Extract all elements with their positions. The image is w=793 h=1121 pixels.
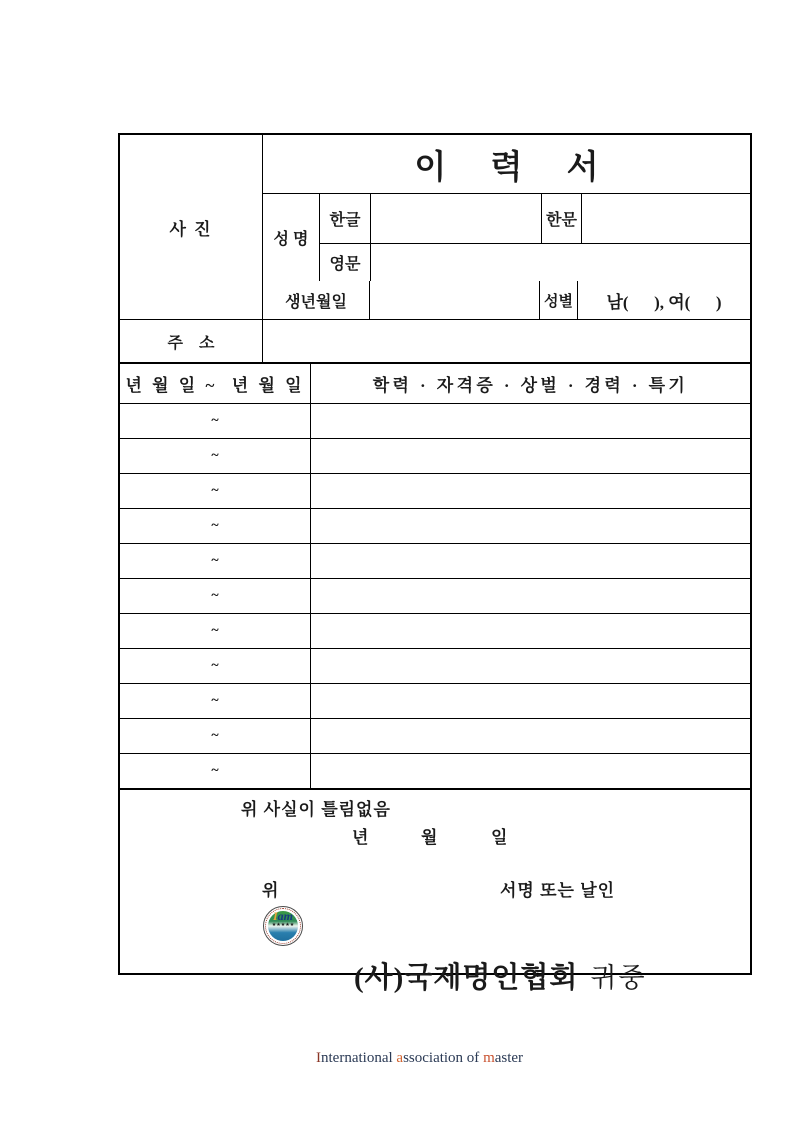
period-cell: ~: [120, 474, 311, 508]
content-cell: [311, 474, 750, 508]
period-cell: ~: [120, 509, 311, 543]
content-cell: [311, 579, 750, 613]
name-hangul-row: [320, 194, 750, 243]
content-cell: [311, 754, 750, 788]
org-block: [263, 902, 647, 1103]
content-cell: [311, 649, 750, 683]
declaration-statement: 위 사실이 틀림없음: [241, 800, 391, 819]
hangul-label: 한글: [320, 194, 371, 242]
period-cell: ~: [120, 614, 311, 648]
birth-row: [263, 281, 750, 319]
content-cell: [311, 719, 750, 753]
declarant-label: 위: [262, 881, 279, 900]
period-cell: ~: [120, 404, 311, 438]
table-row: [120, 719, 750, 754]
period-cell: ~: [120, 754, 311, 788]
resume-form: [118, 133, 752, 1066]
name-subgrid: [320, 194, 750, 281]
top-block: [120, 135, 750, 320]
page-title: 이 력 서: [263, 135, 750, 194]
table-row: [120, 649, 750, 684]
gender-options: 남( ), 여( ): [606, 292, 722, 312]
table-row: [120, 579, 750, 614]
history-rows: [120, 404, 750, 788]
photo-box: [120, 135, 263, 319]
content-cell: [311, 439, 750, 473]
org-name: (사)국제명인협회: [354, 962, 579, 994]
table-row: [120, 509, 750, 544]
address-label: 주 소: [120, 320, 263, 362]
content-cell: [311, 544, 750, 578]
photo-label: 사 진: [169, 219, 213, 239]
birthdate-label: 생년월일: [263, 281, 370, 319]
signature-label: 서명 또는 날인: [500, 881, 616, 900]
date-year-label: 년: [352, 828, 369, 847]
content-cell: [311, 404, 750, 438]
org-text-block: [314, 902, 647, 1103]
address-field: [263, 320, 750, 362]
english-label: 영문: [320, 244, 371, 282]
org-suffix: 귀중: [590, 963, 647, 993]
declaration-section: [120, 788, 750, 1066]
logo-monogram: Iam: [272, 909, 293, 923]
english-name-field: [371, 244, 750, 282]
hangul-name-field: [371, 194, 542, 242]
birthdate-field: [370, 281, 540, 319]
org-subtitle: International association of master: [316, 1050, 524, 1066]
gender-label: 성별: [540, 281, 578, 319]
association-logo-icon: [263, 906, 303, 946]
name-section: [263, 194, 750, 281]
date-month-label: 월: [421, 828, 438, 847]
period-cell: ~: [120, 579, 311, 613]
name-label: 성 명: [263, 194, 320, 281]
table-row: [120, 614, 750, 649]
table-row: [120, 684, 750, 719]
date-day-label: 일: [491, 828, 508, 847]
history-content-header: 학력 · 자격증 · 상벌 · 경력 · 특기: [372, 376, 689, 395]
table-row: [120, 404, 750, 439]
content-cell: [311, 614, 750, 648]
name-english-row: [320, 244, 750, 282]
org-name-line: [314, 938, 647, 1013]
address-row: [120, 320, 750, 364]
table-row: [120, 439, 750, 474]
logo-globe: [268, 911, 298, 941]
history-period-header: 년 월 일 ~ 년 월 일: [120, 364, 311, 403]
period-cell: ~: [120, 544, 311, 578]
content-cell: [311, 684, 750, 718]
period-cell: ~: [120, 719, 311, 753]
history-header-row: [120, 364, 750, 404]
period-cell: ~: [120, 439, 311, 473]
table-row: [120, 754, 750, 788]
logo-stars: ★★★★★: [271, 923, 295, 928]
top-right-block: [263, 135, 750, 319]
period-cell: ~: [120, 649, 311, 683]
table-row: [120, 544, 750, 579]
content-cell: [311, 509, 750, 543]
period-cell: ~: [120, 684, 311, 718]
table-row: [120, 474, 750, 509]
hanja-label: 한문: [542, 194, 582, 242]
hanja-name-field: [582, 194, 750, 242]
